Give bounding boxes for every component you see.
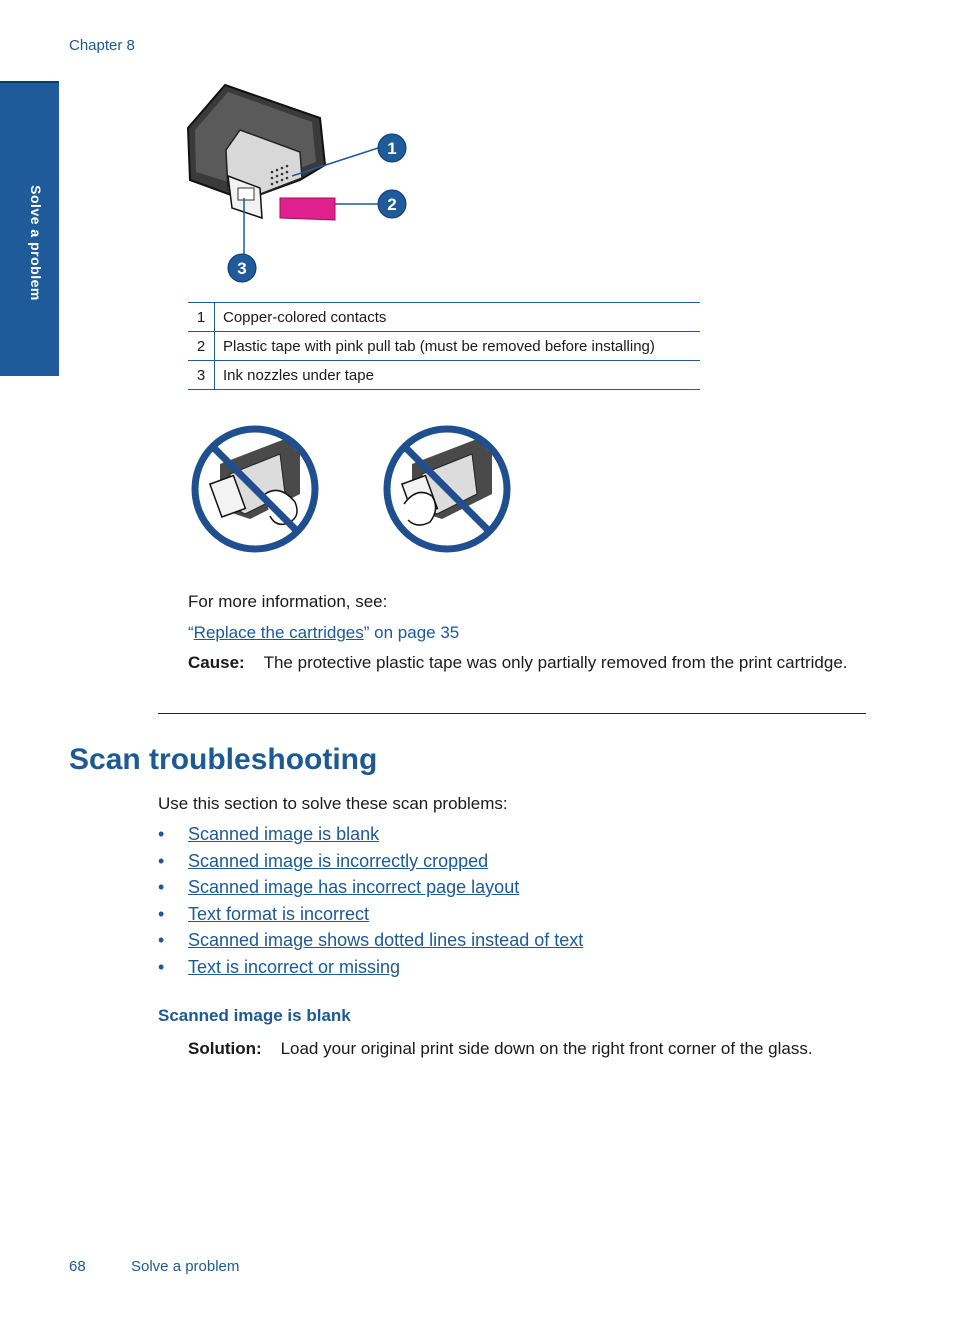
open-quote: “ [188, 623, 194, 642]
replace-cartridges-link[interactable]: Replace the cartridges [193, 623, 364, 642]
svg-text:3: 3 [237, 259, 247, 278]
list-item [158, 902, 583, 929]
cause-paragraph [188, 651, 848, 674]
table-row [188, 361, 700, 390]
callout-description: Ink nozzles under tape [215, 361, 701, 390]
scan-problem-link[interactable]: Scanned image is incorrectly cropped [188, 850, 489, 871]
bullet: • [158, 824, 165, 844]
print-cartridge-illustration [180, 80, 420, 290]
scan-problem-link[interactable]: Scanned image is blank [188, 824, 380, 844]
table-row [188, 332, 700, 361]
callout-description: Plastic tape with pink pull tab (must be removed before installing) [215, 332, 701, 361]
bullet: • [158, 930, 165, 950]
scan-problem-links [158, 822, 583, 981]
pink-pull-tab [280, 198, 335, 220]
solution-text: Load your original print side down on the right front corner of the glass. [280, 1039, 813, 1058]
callout-description: Copper-colored contacts [215, 303, 701, 332]
svg-text:1: 1 [387, 139, 397, 158]
callout-table [188, 302, 700, 390]
subsection-title: Scanned image is blank [158, 1006, 351, 1025]
callout-number: 1 [188, 303, 215, 332]
footer-section: Solve a problem [131, 1258, 240, 1275]
page-reference: ” on page 35 [363, 623, 460, 642]
more-info-intro: For more information, see: [188, 592, 388, 611]
callout-badge-2 [378, 190, 406, 218]
cause-text: The protective plastic tape was only partially removed from the print cartridge. [263, 653, 848, 672]
side-tab-label: Solve a problem [28, 185, 44, 301]
solution-paragraph [188, 1037, 813, 1060]
chapter-label: Chapter 8 [69, 37, 135, 54]
do-not-touch-contacts-illustration [190, 424, 320, 554]
list-item [158, 849, 583, 876]
solution-label: Solution: [188, 1039, 262, 1058]
cause-label: Cause: [188, 653, 245, 672]
scan-problem-link[interactable]: Text format is incorrect [188, 903, 370, 924]
page-number: 68 [69, 1258, 86, 1275]
callout-badge-1 [378, 134, 406, 162]
svg-text:2: 2 [387, 195, 397, 214]
callout-number: 2 [188, 332, 215, 361]
list-item [158, 875, 583, 902]
scan-problem-link[interactable]: Scanned image has incorrect page layout [188, 877, 520, 897]
callout-number: 3 [188, 361, 215, 390]
scan-problem-link[interactable]: Scanned image shows dotted lines instead of text [188, 930, 584, 950]
list-item [158, 928, 583, 955]
scan-problem-link[interactable]: Text is incorrect or missing [188, 956, 401, 977]
bullet: • [158, 877, 165, 897]
callout-badge-3 [228, 254, 256, 282]
do-not-touch-nozzles-illustration [382, 424, 512, 554]
section-title: Scan troubleshooting [69, 743, 378, 776]
bullet: • [158, 903, 165, 924]
side-tab [0, 81, 59, 376]
bullet: • [158, 850, 165, 871]
section-intro: Use this section to solve these scan problems: [158, 794, 508, 813]
replace-cartridges-reference[interactable] [188, 621, 459, 644]
list-item [158, 955, 583, 982]
bullet: • [158, 956, 165, 977]
table-row [188, 303, 700, 332]
section-divider [158, 713, 866, 714]
list-item [158, 822, 583, 849]
